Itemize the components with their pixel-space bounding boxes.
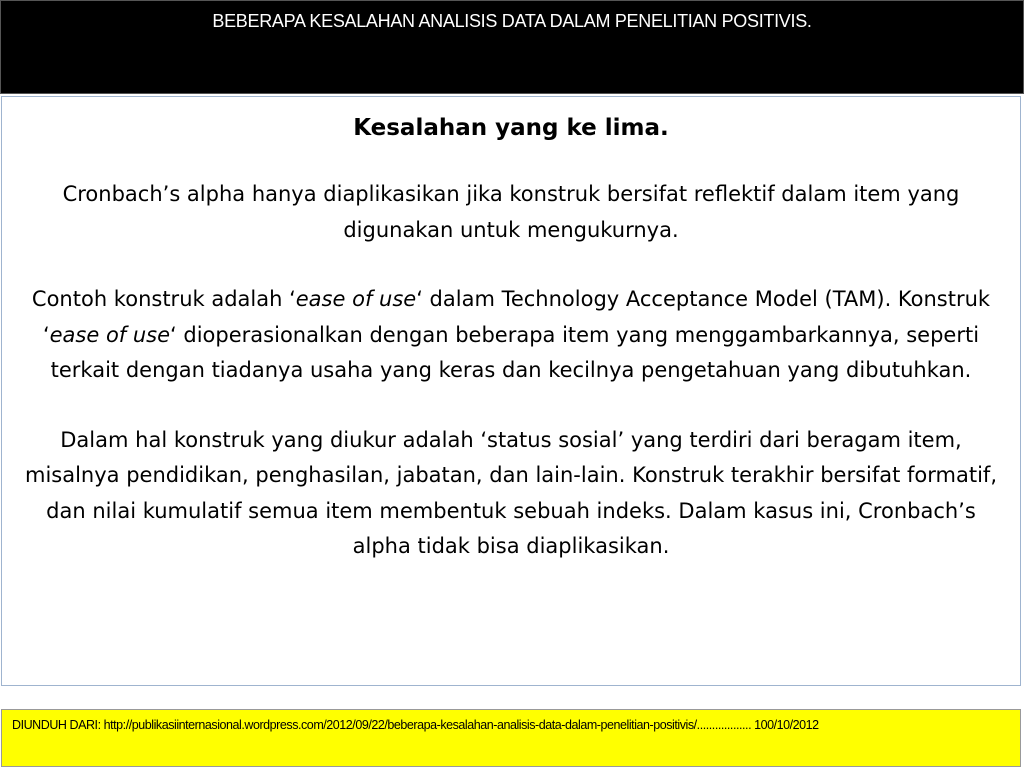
slide-title xyxy=(1,11,1023,32)
footer-source-text: DIUNDUH DARI: http://publikasiinternasional.wordpress.com/2012/09/22/beberapa-kesalahan-analisis-data-dalam-penelitian-positivis/.................. 100/10/2012 xyxy=(12,718,819,732)
header-bar xyxy=(0,0,1024,94)
slide-title-suffix: . xyxy=(806,11,812,31)
paragraph-2-part-3: ‘ dioperasionalkan dengan beberapa item yang menggambarkannya, seperti terkait dengan tiadanya usaha yang keras dan kecilnya pengetahuan yang dibutuhkan. xyxy=(50,322,980,382)
slide-title-text: BEBERAPA KESALAHAN ANALISIS DATA DALAM PENELITIAN POSITIVIS xyxy=(212,11,807,31)
content-heading: Kesalahan yang ke lima. xyxy=(353,115,669,141)
paragraph-2-italic-2: ease of use xyxy=(49,322,171,347)
paragraph-1: Cronbach’s alpha hanya diaplikasikan jika konstruk bersifat reflektif dalam item yang digunakan untuk mengukurnya. xyxy=(62,182,960,242)
paragraph-2-part-2: ‘ dalam Technology Acceptance Model (TAM). Konstruk ‘ xyxy=(42,287,991,347)
footer-bar xyxy=(1,709,1021,767)
paragraph-2 xyxy=(14,282,1008,389)
paragraph-2-italic-1: ease of use xyxy=(295,287,417,311)
content-body xyxy=(14,109,1008,565)
paragraph-3: Dalam hal konstruk yang diukur adalah ‘status sosial’ yang terdiri dari beragam item, misalnya pendidikan, penghasilan, jabatan, dan lain-lain. Konstruk terakhir bersifat formatif, dan nilai kumulatif semua item membentuk sebuah indeks. Dalam kasus ini, Cronbach’s alpha tidak bisa diaplikasikan. xyxy=(24,427,997,558)
content-box xyxy=(1,96,1021,686)
paragraph-2-part-1: Contoh konstruk adalah ‘ xyxy=(31,287,296,311)
